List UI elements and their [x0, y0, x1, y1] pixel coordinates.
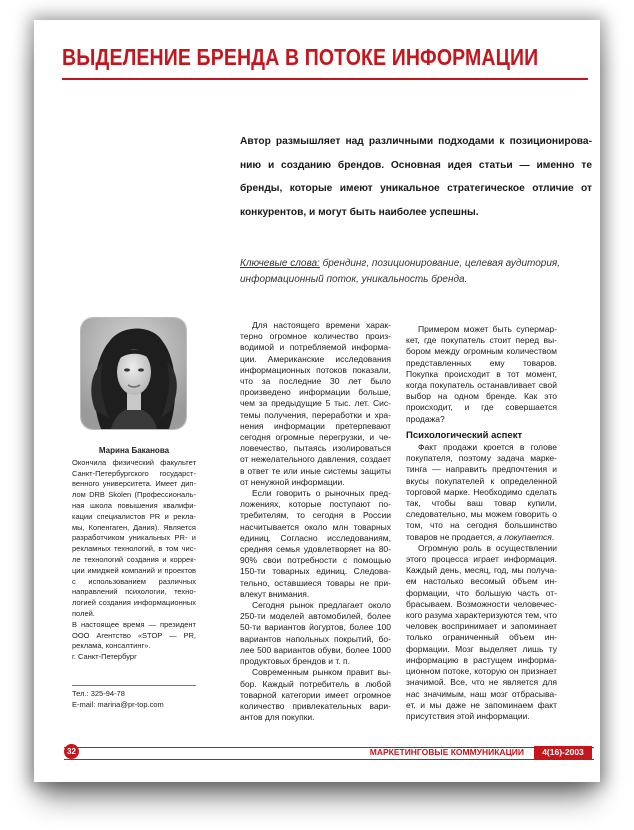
author-email[interactable]: E-mail: marina@pr-top.com [72, 700, 164, 709]
author-name: Марина Баканова [98, 446, 170, 455]
paragraph: Для настоящего времени характерно огромное количество производимой и потребляемой информации. Американские исследования информационных потоков показали, что за последние 30 лет было произведено информации больше, чем за предыдущие 5 тыс. лет. Системы получения, переработки и хранения информации претерпевают сегодня огромные перегрузки, и человечество, пытаясь изолироваться от нежелательного давления, создает в ответ те или иные системы защиты от ненужной информации. [240, 320, 391, 487]
emphasis: а покупается [497, 531, 552, 542]
keywords [240, 256, 592, 288]
paragraph-end: . [551, 531, 555, 542]
paragraph: Если говорить о рыночных предложениях, которые поступают потребителям, то сегодня в России насчитывается около млн товарных единиц. Согласно исследованиям, средняя семья удовлетворяет на 80-90% свои потребности с помощью 150-ти товарных единиц. Следовательно, оставшиеся товары не привлекут внимания. [240, 488, 391, 599]
author-phone: Тел.: 325-94-78 [72, 689, 125, 698]
paragraph: Примером может быть супермаркет, где покупатель стоит перед выбором между огромным количеством представленных ему товаров. Покупка происходит в тот момент, когда покупатель останавливает свой выбор на одном бренде. Как это происходит, и где совершается продажа? [406, 324, 557, 424]
paragraph: Огромную роль в осуществлении этого процесса играет информация. Каждый день, месяц, год, мы получаем настолько весомый объем информации, что большую часть отбрасываем. Возможности человеческого разума характеризуются тем, что человек воспринимает и запоминает только ограниченный объем информации. Мозг выделяет лишь ту информацию в растущем информационном потоке, которую он признает значимой. Все, что не является для нас значимым, наш мозг отбрасывает, и мы даже не запоминаем факт присутствия этой информации. [406, 542, 557, 721]
author-position: В настоящее время — президент ООО Агентство «STOP — PR, реклама, консалтинг». [72, 619, 196, 651]
author-city: г. Санкт-Петербург [72, 652, 137, 662]
author-bio [72, 446, 196, 663]
body-column-1 [240, 320, 391, 723]
section-heading: Психологический аспект [406, 429, 523, 441]
author-contacts [72, 688, 196, 710]
author-description: Окончила физический факультет Санкт-Петербургского государственного университета. Имеет диплом DRB Skolen (Профессиональная школа повышения квалификации специалистов PR и рекламы, Копенгаген, Дания). Является разработчиком уникальных PR- и рекламных технологий, в том числе технологий создания и коррекции имиджей компаний и проектов с использованием различных направлений психологии, технологией создания информационных полей. [72, 457, 196, 618]
magazine-name: МАРКЕТИНГОВЫЕ КОММУНИКАЦИИ [369, 747, 524, 757]
paragraph-text: Факт продажи кроется в голове покупателя, поэтому задача маркетинга — направить предпочтения и вкусы покупателей к определенной торговой марке. Необходимо сделать так, чтобы ваш товар купили, следовательно, мы можем говорить о том, что на сегодня большинство товаров не продается, [406, 442, 557, 542]
bio-divider [72, 685, 196, 686]
title-underline [62, 78, 588, 80]
paragraph [406, 442, 557, 543]
paragraph: Современным рынком правит выбор. Каждый потребитель в любой товарной категории имеет огромное количество привлекательных вариантов для покупки. [240, 667, 391, 723]
author-portrait-image [81, 318, 186, 429]
paragraph: Сегодня рынок предлагает около 250-ти моделей автомобилей, более 50-ти вариантов йогуртов, более 100 вариантов напольных покрытий, более 500 вариантов обуви, более 1000 продуктовых брендов и т. п. [240, 600, 391, 667]
body-column-2 [406, 324, 557, 722]
page-number: 32 [64, 744, 79, 759]
keywords-list: брендинг, позиционирование, целевая аудитория, информационный поток, уникальность бренда. [240, 258, 561, 285]
keywords-label: Ключевые слова: [240, 258, 320, 269]
article-abstract: Автор размышляет над различными подходами к позиционированию и созданию брендов. Основная идея статьи — именно те бренды, которые имеют уникальное стратегическое отличие от конкурентов, и могут быть наиболее успешны. [240, 136, 592, 218]
author-photo [81, 318, 186, 429]
article-title: ВЫДЕЛЕНИЕ БРЕНДА В ПОТОКЕ ИНФОРМАЦИИ [62, 44, 539, 70]
issue-number: 4(16)-2003 [534, 746, 592, 759]
magazine-page [34, 20, 600, 782]
